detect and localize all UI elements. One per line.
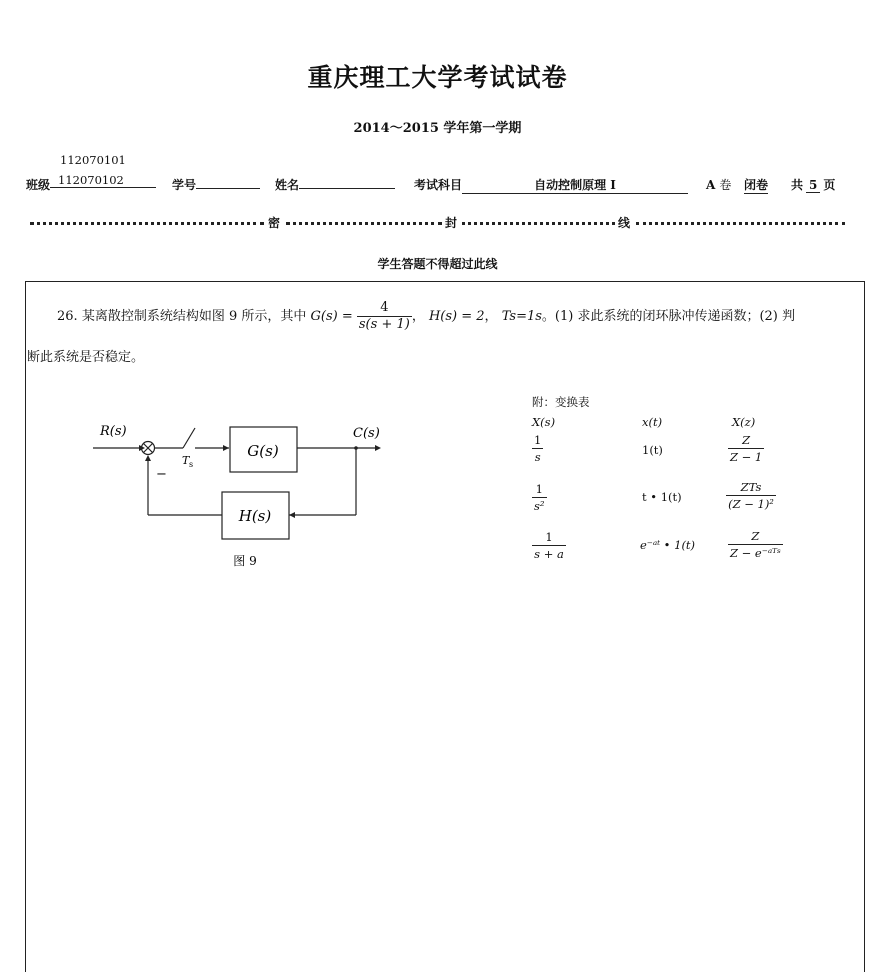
subject-field xyxy=(414,176,688,194)
table-row-1-xs xyxy=(532,432,543,465)
sampler-switch xyxy=(183,428,195,448)
exam-mode xyxy=(744,176,768,194)
seal-feng: 封 xyxy=(445,216,458,230)
table-row-2-xt: t • 1(t) xyxy=(642,490,682,504)
g-fraction xyxy=(357,300,412,333)
page-count xyxy=(791,176,835,193)
r3-xz-den: Z − e⁻ᵃᵀˢ xyxy=(730,546,781,560)
summing-feedback-arrow xyxy=(145,455,151,461)
question-text-b: 。(1) 求此系统的闭环脉冲传递函数；(2) 判 xyxy=(541,309,796,324)
g-equation-lhs: G(s) = xyxy=(310,309,353,324)
name-field xyxy=(275,176,395,193)
g-input-arrow xyxy=(223,445,229,451)
h-equation: H(s) = 2 xyxy=(428,309,485,324)
table-row-1-xs-frac xyxy=(532,432,543,465)
subject-value: 自动控制原理 I xyxy=(462,176,688,194)
class-code-2: 112070102 xyxy=(50,173,156,188)
pages-prefix: 共 xyxy=(791,178,804,192)
figure-caption: 图 9 xyxy=(233,554,257,568)
question-text-a: 某离散控制系统结构如图 9 所示，其中 xyxy=(81,309,307,324)
r1-xz-den: Z − 1 xyxy=(730,450,763,464)
table-row-1-xt: 1(t) xyxy=(642,443,663,457)
answer-line-note: 学生答题不得超过此线 xyxy=(377,257,498,271)
r1-xs-num: 1 xyxy=(534,433,542,447)
table-row-1-xz-frac xyxy=(728,432,764,465)
sampler-subscript: s xyxy=(189,460,194,469)
h-block-label: H(s) xyxy=(238,507,272,525)
table-row-3-xz-frac xyxy=(728,528,783,561)
table-header-xz: X(z) xyxy=(732,415,756,429)
student-id-field xyxy=(172,176,260,193)
r3-xs-den: s + a xyxy=(534,547,564,561)
h-input-arrow xyxy=(289,512,295,518)
pages-value: 5 xyxy=(806,178,820,193)
dotted-segment-3 xyxy=(462,222,615,225)
exam-mode-value: 闭卷 xyxy=(744,178,769,192)
question-line-2: 断此系统是否稳定。 xyxy=(27,350,145,365)
r1-xs-den: s xyxy=(534,450,541,464)
class-label: 班级 xyxy=(26,178,51,192)
question-number: 26. xyxy=(57,309,78,324)
table-row-3-xz xyxy=(728,528,783,561)
table-row-1-xz xyxy=(728,432,764,465)
dotted-segment-2 xyxy=(286,222,442,225)
question-line-1: 26. 某离散控制系统结构如图 9 所示，其中 G(s) = $\frac{4}{s(s + 1)}$ ， H(s) = 2， Ts=1s。(1) 求此系统的闭环脉冲传递函数；(2) 判 xyxy=(57,300,796,332)
table-row-2-xz-frac xyxy=(726,479,776,512)
paper-type-suffix: 卷 xyxy=(719,178,732,192)
paper-type-letter: A xyxy=(706,178,716,192)
r2-xs-num: 1 xyxy=(532,481,547,498)
class-field xyxy=(26,173,156,193)
r3-xs-num: 1 xyxy=(532,529,566,546)
g-numerator: 4 xyxy=(357,300,412,317)
exam-title: 重庆理工大学考试试卷 xyxy=(307,63,568,92)
seal-mi: 密 xyxy=(268,216,281,230)
table-row-3-xt: e⁻ᵃᵗ • 1(t) xyxy=(640,538,696,552)
seal-xian: 线 xyxy=(618,216,631,230)
sampler-label: T xyxy=(182,454,190,467)
name-label: 姓名 xyxy=(275,178,300,192)
ts-equation: Ts=1s xyxy=(501,309,542,324)
output-label: C(s) xyxy=(353,426,380,441)
g-block-label: G(s) xyxy=(247,442,279,460)
r3-xz-num: Z xyxy=(728,528,783,545)
seal-cut-line xyxy=(30,213,845,233)
table-row-3-xs-frac xyxy=(532,529,566,562)
r2-xz-den: (Z − 1)² xyxy=(728,497,774,511)
table-caption: 附：变换表 xyxy=(532,395,590,409)
r1-xz-num: Z xyxy=(728,432,764,449)
table-row-2-xs xyxy=(532,481,547,514)
table-header-xs: X(s) xyxy=(532,415,556,429)
table-row-2-xz xyxy=(726,479,776,512)
student-id-label: 学号 xyxy=(172,178,197,192)
input-label: R(s) xyxy=(100,424,127,439)
table-row-2-xs-frac xyxy=(532,481,547,514)
g-denominator: s(s + 1) xyxy=(358,317,410,332)
answer-box[interactable] xyxy=(25,281,865,972)
term-subtitle: 2014～2015 学年第一学期 xyxy=(353,121,522,136)
r2-xz-num: ZTs xyxy=(726,479,776,496)
minus-sign: − xyxy=(156,467,167,482)
table-header-xt: x(t) xyxy=(642,415,663,429)
output-arrow xyxy=(375,445,381,451)
dotted-segment-1 xyxy=(30,222,264,225)
table-row-3-xs xyxy=(532,529,566,562)
pages-suffix: 页 xyxy=(823,178,836,192)
name-blank[interactable] xyxy=(299,176,395,189)
dotted-segment-4 xyxy=(636,222,845,225)
class-code-1: 112070101 xyxy=(60,153,126,167)
student-id-blank[interactable] xyxy=(196,176,260,189)
paper-type xyxy=(706,176,731,193)
subject-label: 考试科目 xyxy=(414,178,463,192)
block-diagram xyxy=(85,415,395,580)
r2-xs-den: s² xyxy=(534,499,545,513)
